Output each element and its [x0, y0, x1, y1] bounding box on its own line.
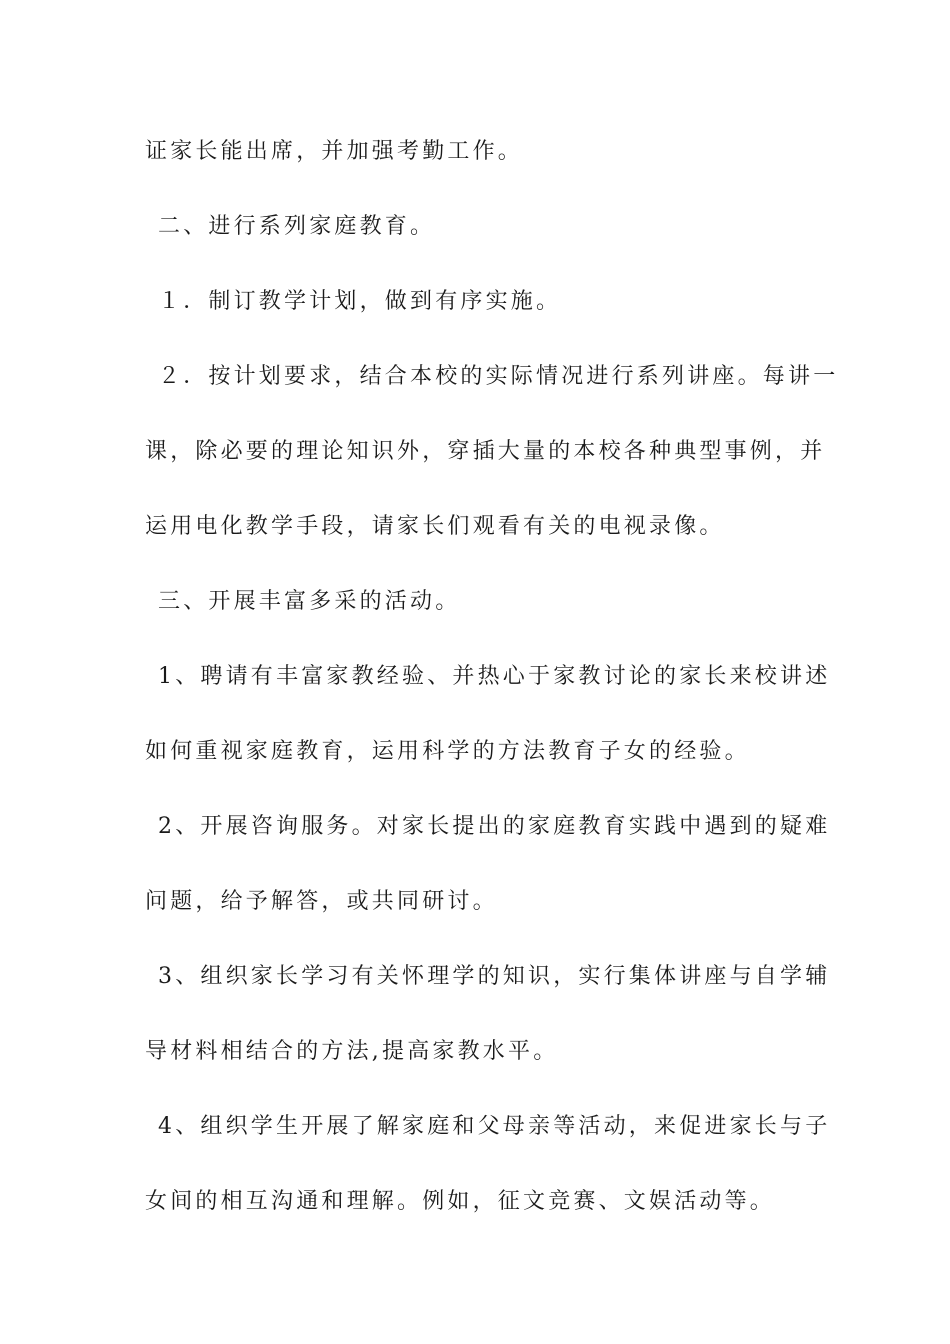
text-line: 问题，给予解答，或共同研讨。	[145, 889, 498, 914]
section-heading: 二、进行系列家庭教育。	[158, 214, 436, 239]
text-line: 运用电化教学手段，请家长们观看有关的电视录像。	[145, 514, 725, 539]
section-heading: 三、开展丰富多采的活动。	[158, 589, 461, 614]
text-line: 女间的相互沟通和理解。例如，征文竞赛、文娱活动等。	[145, 1189, 776, 1214]
text-line: 如何重视家庭教育，运用科学的方法教育子女的经验。	[145, 739, 750, 764]
list-item: 1、聘请有丰富家教经验、并热心于家教讨论的家长来校讲述	[158, 664, 831, 689]
list-item: 3、组织家长学习有关怀理学的知识，实行集体讲座与自学辅	[158, 964, 831, 989]
text-line: 课，除必要的理论知识外，穿插大量的本校各种典型事例，并	[145, 439, 826, 464]
list-item: ２．按计划要求，结合本校的实际情况进行系列讲座。每讲一	[158, 364, 839, 389]
text-line: 证家长能出席，并加强考勤工作。	[145, 139, 524, 164]
list-item: １．制订教学计划，做到有序实施。	[158, 289, 562, 314]
list-item: 2、开展咨询服务。对家长提出的家庭教育实践中遇到的疑难	[158, 814, 831, 839]
list-item: 4、组织学生开展了解家庭和父母亲等活动，来促进家长与子	[158, 1114, 831, 1139]
text-line: 导材料相结合的方法,提高家教水平。	[145, 1039, 559, 1064]
